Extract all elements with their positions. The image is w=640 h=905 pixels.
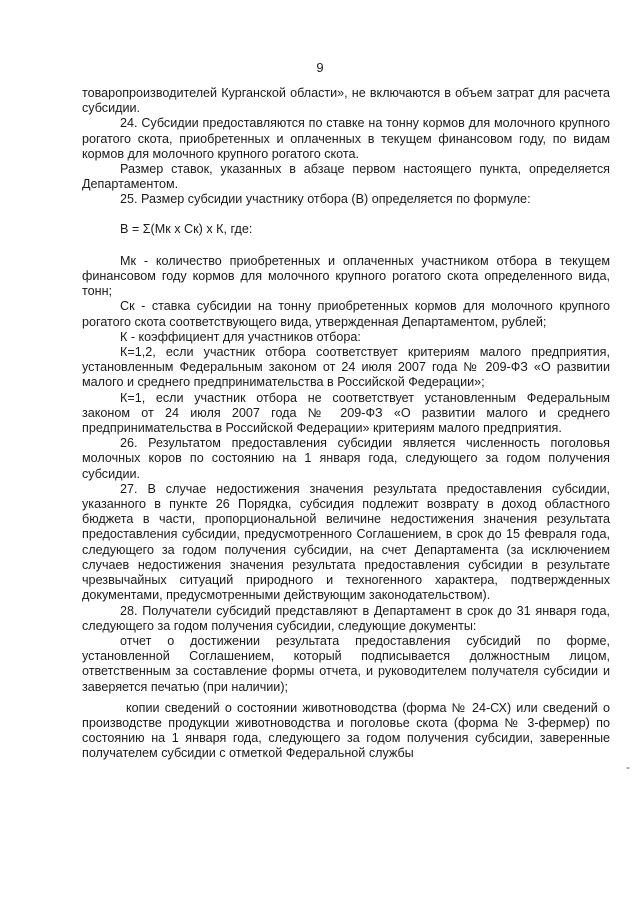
paragraph-def-mk: Мк - количество приобретенных и оплаченных участником отбора в текущем финансовом году кормов для молочного крупного рогатого скота определенного вида, тонн;	[82, 253, 610, 299]
paragraph-k-small: К=1,2, если участник отбора соответствует критериям малого предприятия, установленным Федеральным законом от 24 июля 2007 года № 209-ФЗ «О развитии малого и среднего предпринимательства в Российской Федерации»;	[82, 345, 610, 390]
document-body	[82, 86, 610, 762]
paragraph-item-25: 25. Размер субсидии участнику отбора (В) определяется по формуле:	[120, 192, 531, 207]
paragraph-livestock-copies: копии сведений о состоянии животноводства (форма № 24-СХ) или сведений о производстве продукции животноводства и поголовье скота (форма № 3-фермер) по состоянию на 1 января года, следующего за годом получения субсидии, заверенные получателем субсидии с отметкой Федеральной службы	[82, 700, 610, 761]
paragraph-item-27: 27. В случае недостижения значения результата предоставления субсидии, указанного в пункте 26 Порядка, субсидия подлежит возврату в доход областного бюджета в части, пропорциональной величине недостижения значения результата предоставления субсидии, предусмотренного Соглашением, в срок до 15 февраля года, следующего за годом получения субсидии, на счет Департамента (за исключением случаев недостижения значения результата предоставления субсидии в результате чрезвычайных ситуаций природного и техногенного характера, подтвержденных документами, предусмотренными действующим законодательством).	[82, 481, 610, 603]
margin-mark: -	[626, 760, 630, 774]
paragraph-def-k: К - коэффициент для участников отбора:	[120, 329, 361, 344]
page-number: 9	[316, 60, 324, 75]
paragraph-report: отчет о достижении результата предоставления субсидий по форме, установленной Соглашением, который подписывается должностным лицом, ответственным за составление формы отчета, и руководителем получателя субсидии и заверяется печатью (при наличии);	[82, 633, 610, 694]
subsidy-formula: В = Σ(Мк х Ск) х К, где:	[120, 221, 253, 236]
paragraph-item-28: 28. Получатели субсидий представляют в Департамент в срок до 31 января года, следующего за годом получения субсидии, следующие документы:	[82, 603, 610, 633]
paragraph-item-24: 24. Субсидии предоставляются по ставке на тонну кормов для молочного крупного рогатого скота, приобретенных и оплаченных в текущем финансовом году, по видам кормов для молочного крупного рогатого скота.	[82, 116, 610, 161]
paragraph-k-other: К=1, если участник отбора не соответствует установленным Федеральным законом от 24 июля 2007 года № 209-ФЗ «О развитии малого и среднего предпринимательства в Российской Федерации» критериям малого предприятия.	[82, 390, 610, 436]
paragraph-item-26: 26. Результатом предоставления субсидии является численность поголовья молочных коров по состоянию на 1 января года, следующего за годом получения субсидии.	[82, 436, 610, 481]
paragraph-continuation: товаропроизводителей Курганской области», не включаются в объем затрат для расчета субсидии.	[82, 86, 610, 116]
paragraph-rates: Размер ставок, указанных в абзаце первом настоящего пункта, определяется Департаментом.	[82, 162, 610, 192]
paragraph-def-sk: Ск - ставка субсидии на тонну приобретенных кормов для молочного крупного рогатого скота соответствующего вида, утвержденная Департаментом, рублей;	[82, 299, 610, 329]
